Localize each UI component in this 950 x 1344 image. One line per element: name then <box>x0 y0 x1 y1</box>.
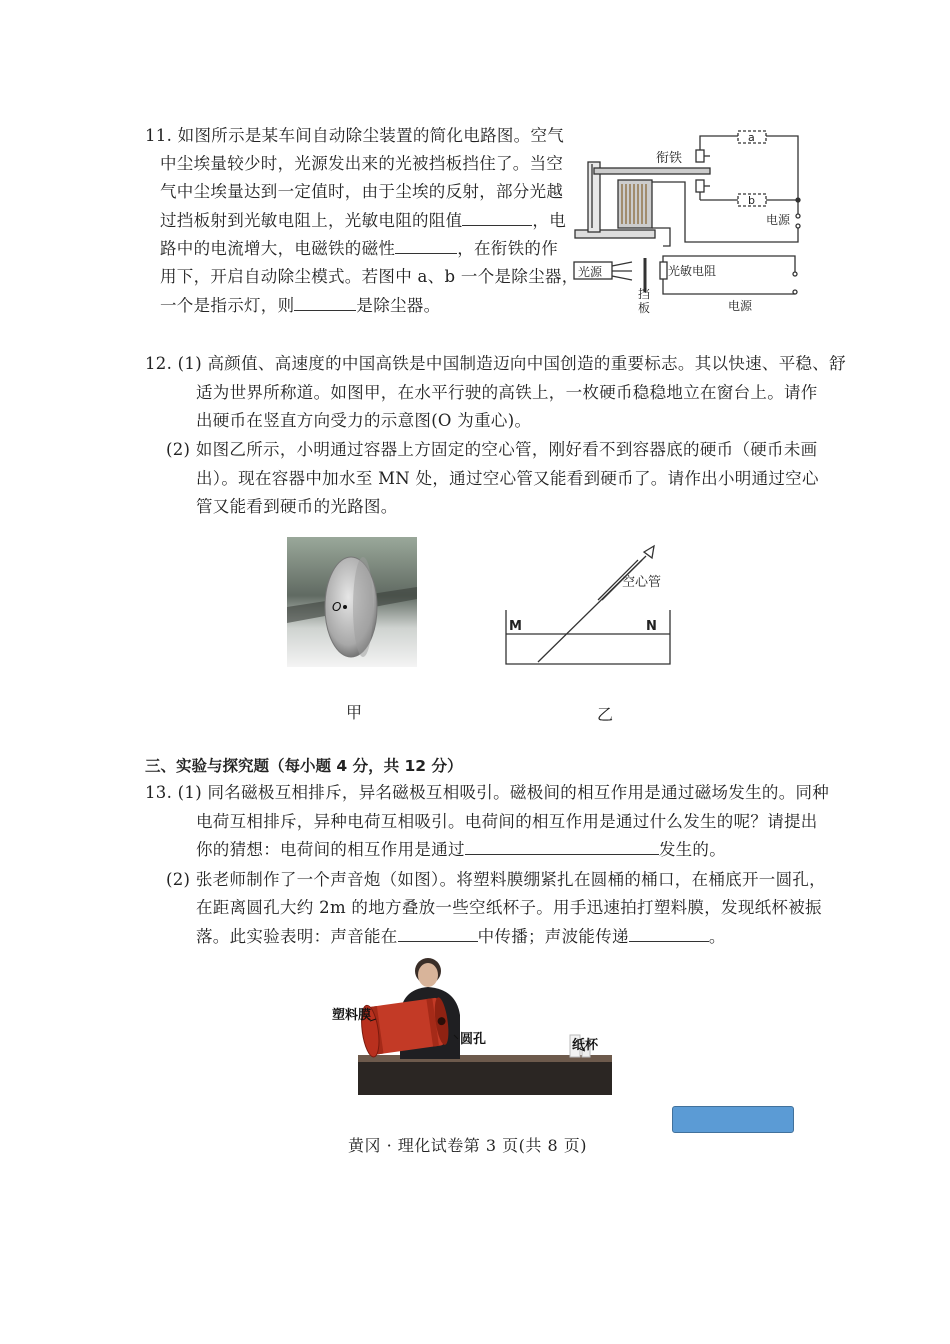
q11-line-7: 一个是指示灯，则 是除尘器。 <box>160 296 441 315</box>
answer-blank[interactable] <box>294 296 356 311</box>
center-of-gravity-label: O <box>332 600 342 614</box>
q11-line-2: 中尘埃量较少时，光源发出来的光被挡板挡住了。当空 <box>160 154 564 173</box>
answer-blank[interactable] <box>465 840 659 855</box>
photoresistor-label: 光敏电阻 <box>668 264 717 278</box>
blue-rectangle <box>672 1106 794 1133</box>
q13-line-2: 电荷互相排斥，异种电荷互相吸引。电荷间的相互作用是通过什么发生的呢？请提出 <box>196 812 818 831</box>
page-footer: 黄冈 · 理化试卷第 3 页(共 8 页) <box>348 1136 587 1155</box>
label-m: M <box>509 619 522 634</box>
q11-line-4: 过挡板射到光敏电阻上，光敏电阻的阻值 ，电 <box>160 211 567 230</box>
sound-cannon-photo <box>330 955 615 1095</box>
q12-line-5: 出）。现在容器中加水至 MN 处，通过空心管又能看到硬币了。请作出小明通过空心 <box>196 469 819 488</box>
hollow-tube-label: 空心管 <box>622 575 662 590</box>
answer-blank[interactable] <box>462 211 532 226</box>
container-tube-diagram <box>498 540 678 670</box>
power-label-1: 电源 <box>766 213 791 227</box>
q11-line-1: 11. 如图所示是某车间自动除尘装置的简化电路图。空气 <box>145 126 565 145</box>
label-a: a <box>748 131 755 144</box>
q11-line-5: 路中的电流增大，电磁铁的磁性 ，在衔铁的作 <box>160 239 559 258</box>
q11-line-3: 气中尘埃量达到一定值时，由于尘埃的反射，部分光越 <box>160 182 564 201</box>
round-hole-label: 圆孔 <box>460 1032 487 1047</box>
q13-line-3: 你的猜想：电荷间的相互作用是通过 发生的。 <box>196 840 727 859</box>
baffle-label-2: 板 <box>638 301 651 315</box>
baffle-label-1: 挡 <box>638 287 651 301</box>
q13-line-1: 13. (1) 同名磁极互相排斥，异名磁极互相吸引。磁极间的相互作用是通过磁场发生的。同种 <box>145 783 830 802</box>
q12-line-4: (2) 如图乙所示，小明通过容器上方固定的空心管，刚好看不到容器底的硬币（硬币未画 <box>166 440 818 459</box>
q12-line-1: 12. (1) 高颜值、高速度的中国高铁是中国制造迈向中国创造的重要标志。其以快速、平稳、舒 <box>145 354 846 373</box>
q12-line-6: 管又能看到硬币的光路图。 <box>196 497 398 516</box>
coin-photo <box>287 537 417 667</box>
answer-blank[interactable] <box>629 927 709 942</box>
figure-caption-yi: 乙 <box>597 705 614 724</box>
q11-line-6: 用下，开启自动除尘模式。若图中 a、b 一个是除尘器， <box>160 267 579 286</box>
paper-cup-label: 纸杯 <box>572 1038 599 1053</box>
dust-removal-circuit-diagram <box>570 122 810 318</box>
light-source-label: 光源 <box>578 265 603 279</box>
plastic-film-label: 塑料膜 <box>332 1008 372 1023</box>
armature-label: 衔铁 <box>656 151 683 166</box>
q13-line-5: 在距离圆孔大约 2m 的地方叠放一些空纸杯子。用手迅速拍打塑料膜，发现纸杯被振 <box>196 898 822 917</box>
label-b: b <box>748 194 755 207</box>
q13-line-6: 落。此实验表明：声音能在 中传播；声波能传递 。 <box>196 927 726 946</box>
power-label-2: 电源 <box>728 299 753 313</box>
label-n: N <box>646 619 657 634</box>
figure-caption-jia: 甲 <box>346 703 363 722</box>
answer-blank[interactable] <box>395 239 457 254</box>
q12-line-2: 适为世界所称道。如图甲，在水平行驶的高铁上，一枚硬币稳稳地立在窗台上。请作 <box>196 383 818 402</box>
q12-line-3: 出硬币在竖直方向受力的示意图(O 为重心)。 <box>196 411 532 430</box>
q13-line-4: (2) 张老师制作了一个声音炮（如图）。将塑料膜绷紧扎在圆桶的桶口，在桶底开一圆孔， <box>166 870 826 889</box>
section-title: 三、实验与探究题（每小题 4 分，共 12 分） <box>145 757 463 775</box>
answer-blank[interactable] <box>398 927 478 942</box>
